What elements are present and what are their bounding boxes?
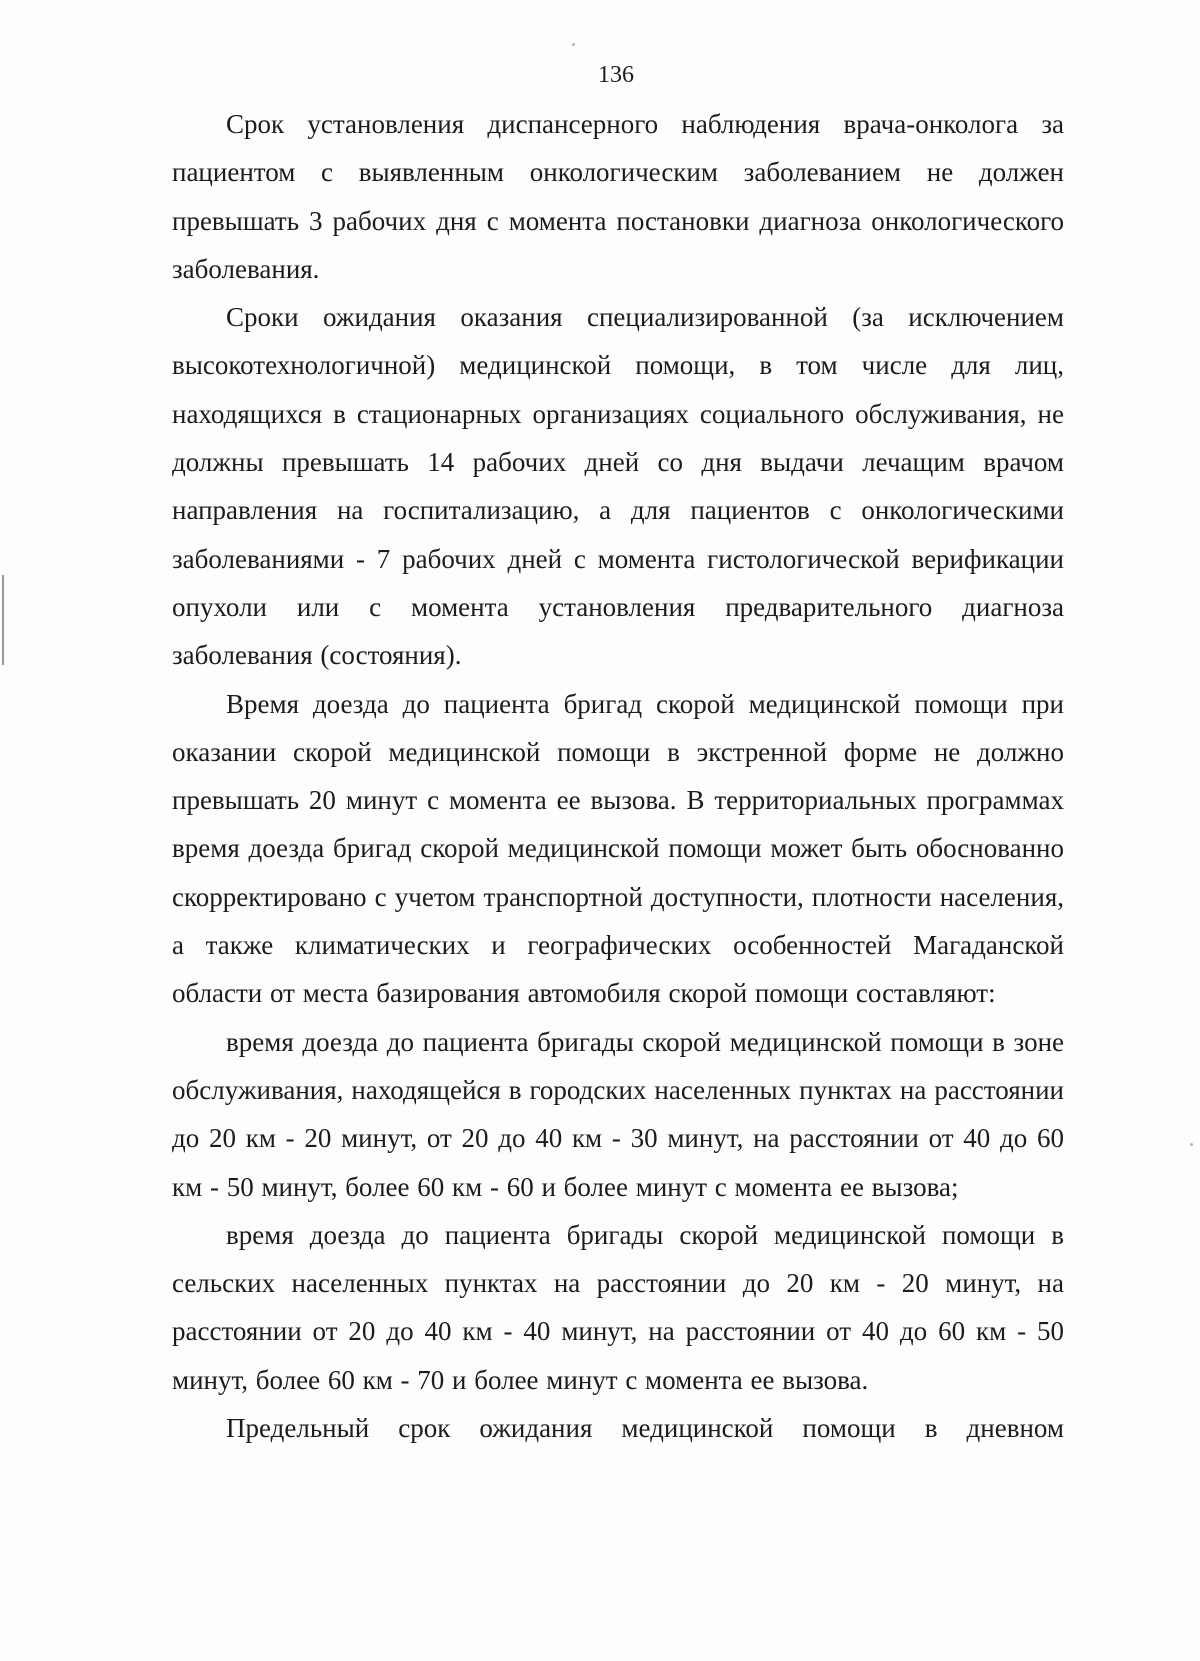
paragraph-specialized-care-waiting: Сроки ожидания оказания специализированной (за исключением высокотехнологичной) медицинской помощи, в том числе для лиц, находящихся в стационарных организациях социального обслуживания, не должны превышать 14 рабочих дней со дня выдачи лечащим врачом направления на госпитализацию, а для пациентов с онкологическими заболеваниями - 7 рабочих дней с момента гистологической верификации опухоли или с момента установления предварительного диагноза заболевания (состояния). [172, 302, 1064, 671]
paragraph-oncology-observation: Срок установления диспансерного наблюдения врача-онколога за пациентом с выявленным онкологическим заболеванием не должен превышать 3 рабочих дня с момента постановки диагноза онкологического заболевания. [172, 109, 1064, 284]
body-text [172, 100, 1064, 1452]
scan-edge-mark [2, 575, 4, 665]
paragraph-rural-arrival-times: время доезда до пациента бригады скорой медицинской помощи в сельских населенных пунктах на расстоянии до 20 км - 20 минут, на расстоянии от 20 до 40 км - 40 минут, на расстоянии от 40 до 60 км - 50 минут, более 60 км - 70 и более минут с момента ее вызова. [172, 1219, 1064, 1395]
page-number: 136 [598, 62, 634, 88]
paragraph-urban-arrival-times: время доезда до пациента бригады скорой медицинской помощи в зоне обслуживания, находящейся в городских населенных пунктах на расстоянии до 20 км - 20 минут, от 20 до 40 км - 30 минут, на расстоянии от 40 до 60 км - 50 минут, более 60 км - 60 и более минут с момента ее вызова; [172, 1026, 1064, 1202]
scan-speck [572, 43, 575, 46]
paragraph-day-hospital-waiting: Предельный срок ожидания медицинской помощи в дневном [226, 1413, 1064, 1444]
paragraph-ambulance-arrival: Время доезда до пациента бригад скорой медицинской помощи при оказании скорой медицинской помощи в экстренной форме не должно превышать 20 минут с момента ее вызова. В территориальных программах время доезда бригад скорой медицинской помощи может быть обоснованно скорректировано с учетом транспортной доступности, плотности населения, а также климатических и географических особенностей Магаданской области от места базирования автомобиля скорой помощи составляют: [172, 688, 1064, 1009]
scan-speck [1190, 1143, 1193, 1146]
